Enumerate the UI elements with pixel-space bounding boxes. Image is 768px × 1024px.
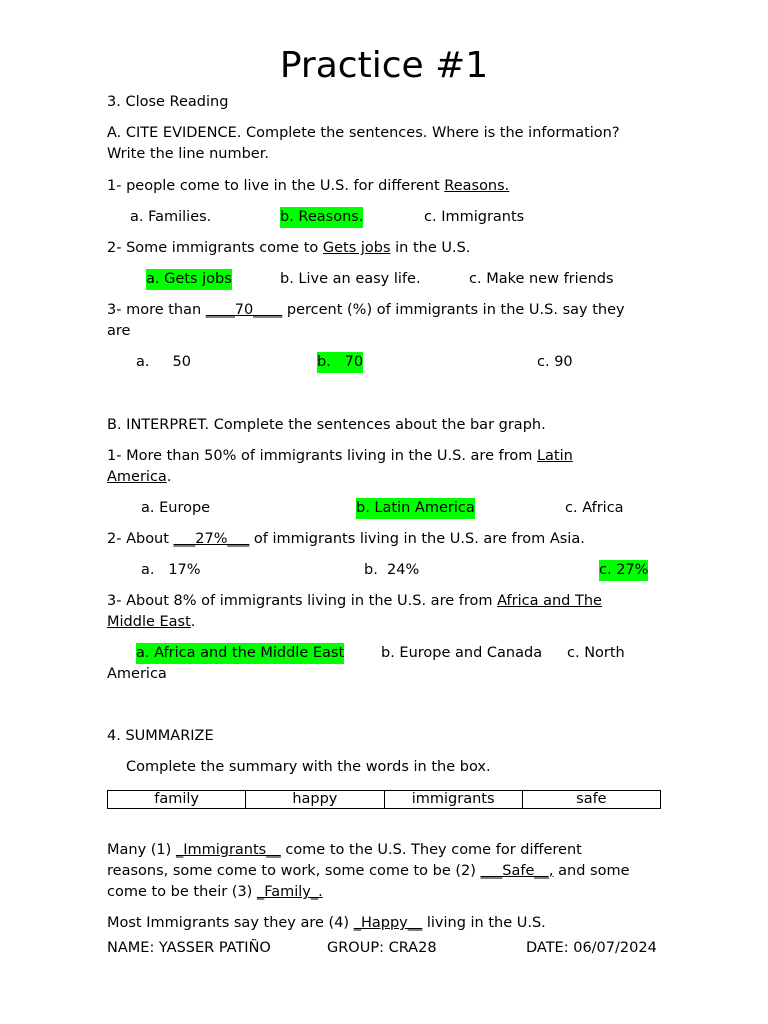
question-b1 bbox=[107, 446, 573, 467]
option-a1-c: c. Immigrants bbox=[424, 209, 525, 225]
part-a-instruction-line-1: A. CITE EVIDENCE. Complete the sentences. Where is the information? bbox=[107, 125, 620, 141]
option-a1-a: a. Families. bbox=[130, 209, 212, 225]
question-text: 1- More than 50% of immigrants living in the U.S. are from bbox=[107, 448, 537, 464]
summary-paragraph-2 bbox=[107, 913, 546, 934]
answer-blank: ___27%___ bbox=[173, 531, 250, 547]
summary-text: come to be their (3) bbox=[107, 884, 257, 900]
answer-blank: ____70____ bbox=[205, 302, 283, 318]
question-b1-line-2 bbox=[107, 467, 171, 488]
question-text: 2- About bbox=[107, 531, 174, 547]
summary-line-1 bbox=[107, 840, 582, 861]
summary-text: reasons, some come to work, some come to be (2) bbox=[107, 863, 481, 879]
footer-name: NAME: YASSER PATIÑO bbox=[107, 940, 271, 956]
answer-blank: _Happy__ bbox=[353, 915, 423, 931]
summary-instruction: Complete the summary with the words in the box. bbox=[126, 759, 491, 775]
section-3-heading: 3. Close Reading bbox=[107, 94, 229, 110]
summary-text: Many (1) bbox=[107, 842, 176, 858]
answer-blank: Latin bbox=[536, 448, 573, 464]
option-b1-b-selected: b. Latin America bbox=[356, 498, 475, 519]
summary-line-3 bbox=[107, 882, 323, 903]
option-a2-a-selected: a. Gets jobs bbox=[146, 269, 232, 290]
footer-date: DATE: 06/07/2024 bbox=[526, 940, 657, 956]
option-b2-b: b. 24% bbox=[364, 562, 420, 578]
option-a2-b: b. Live an easy life. bbox=[280, 271, 421, 287]
question-text-end: in the U.S. bbox=[390, 240, 471, 256]
option-b3-c: c. North bbox=[567, 645, 625, 661]
question-text-end: . bbox=[166, 469, 172, 485]
answer-blank-continued: Middle East bbox=[107, 614, 191, 630]
summary-text: living in the U.S. bbox=[422, 915, 546, 931]
question-b2 bbox=[107, 529, 585, 550]
question-a2 bbox=[107, 238, 470, 259]
option-a3-a: a. 50 bbox=[136, 354, 191, 370]
summary-text: Most Immigrants say they are (4) bbox=[107, 915, 354, 931]
word-box-cell: safe bbox=[522, 791, 660, 809]
question-text: 1- people come to live in the U.S. for different bbox=[107, 178, 445, 194]
option-a2-c: c. Make new friends bbox=[469, 271, 614, 287]
option-b1-c: c. Africa bbox=[565, 500, 624, 516]
summary-line-2 bbox=[107, 861, 630, 882]
option-b3-b: b. Europe and Canada bbox=[381, 645, 543, 661]
question-a3 bbox=[107, 300, 625, 321]
footer-group: GROUP: CRA28 bbox=[327, 940, 437, 956]
word-box-cell: immigrants bbox=[384, 791, 522, 809]
question-text: 3- more than bbox=[107, 302, 206, 318]
question-text: 2- Some immigrants come to bbox=[107, 240, 323, 256]
question-b3 bbox=[107, 591, 602, 612]
word-box bbox=[107, 790, 661, 809]
option-b2-c-selected: c. 27% bbox=[599, 560, 648, 581]
option-a1-b-selected: b. Reasons. bbox=[280, 207, 363, 228]
part-a-instruction-line-2: Write the line number. bbox=[107, 146, 269, 162]
answer-blank-continued: America bbox=[107, 469, 167, 485]
answer-blank: Reasons. bbox=[444, 178, 510, 194]
question-b3-line-2 bbox=[107, 612, 195, 633]
section-4-heading: 4. SUMMARIZE bbox=[107, 728, 214, 744]
option-b1-a: a. Europe bbox=[141, 500, 211, 516]
question-a3-line-2: are bbox=[107, 323, 131, 339]
part-b-heading: B. INTERPRET. Complete the sentences about the bar graph. bbox=[107, 417, 546, 433]
option-a3-c: c. 90 bbox=[537, 354, 573, 370]
question-text-end: of immigrants living in the U.S. are from Asia. bbox=[249, 531, 585, 547]
question-text: 3- About 8% of immigrants living in the U.S. are from bbox=[107, 593, 498, 609]
summary-text: and some bbox=[553, 863, 630, 879]
page-title: Practice #1 bbox=[279, 45, 489, 86]
answer-blank: Gets jobs bbox=[322, 240, 391, 256]
answer-blank: ___Safe__, bbox=[480, 863, 554, 879]
option-b3-c-line-2: America bbox=[107, 666, 167, 682]
answer-blank: Africa and The bbox=[497, 593, 602, 609]
option-b3-a-selected: a. Africa and the Middle East bbox=[136, 643, 344, 664]
word-box-cell: happy bbox=[246, 791, 384, 809]
option-b2-a: a. 17% bbox=[141, 562, 201, 578]
answer-blank: _Immigrants__ bbox=[175, 842, 281, 858]
answer-blank: _Family_. bbox=[256, 884, 323, 900]
question-a1 bbox=[107, 176, 509, 197]
word-box-cell: family bbox=[108, 791, 246, 809]
summary-text: come to the U.S. They come for different bbox=[280, 842, 582, 858]
question-text-end: percent (%) of immigrants in the U.S. say they bbox=[282, 302, 625, 318]
option-a3-b-selected: b. 70 bbox=[317, 352, 363, 373]
question-text-end: . bbox=[190, 614, 196, 630]
